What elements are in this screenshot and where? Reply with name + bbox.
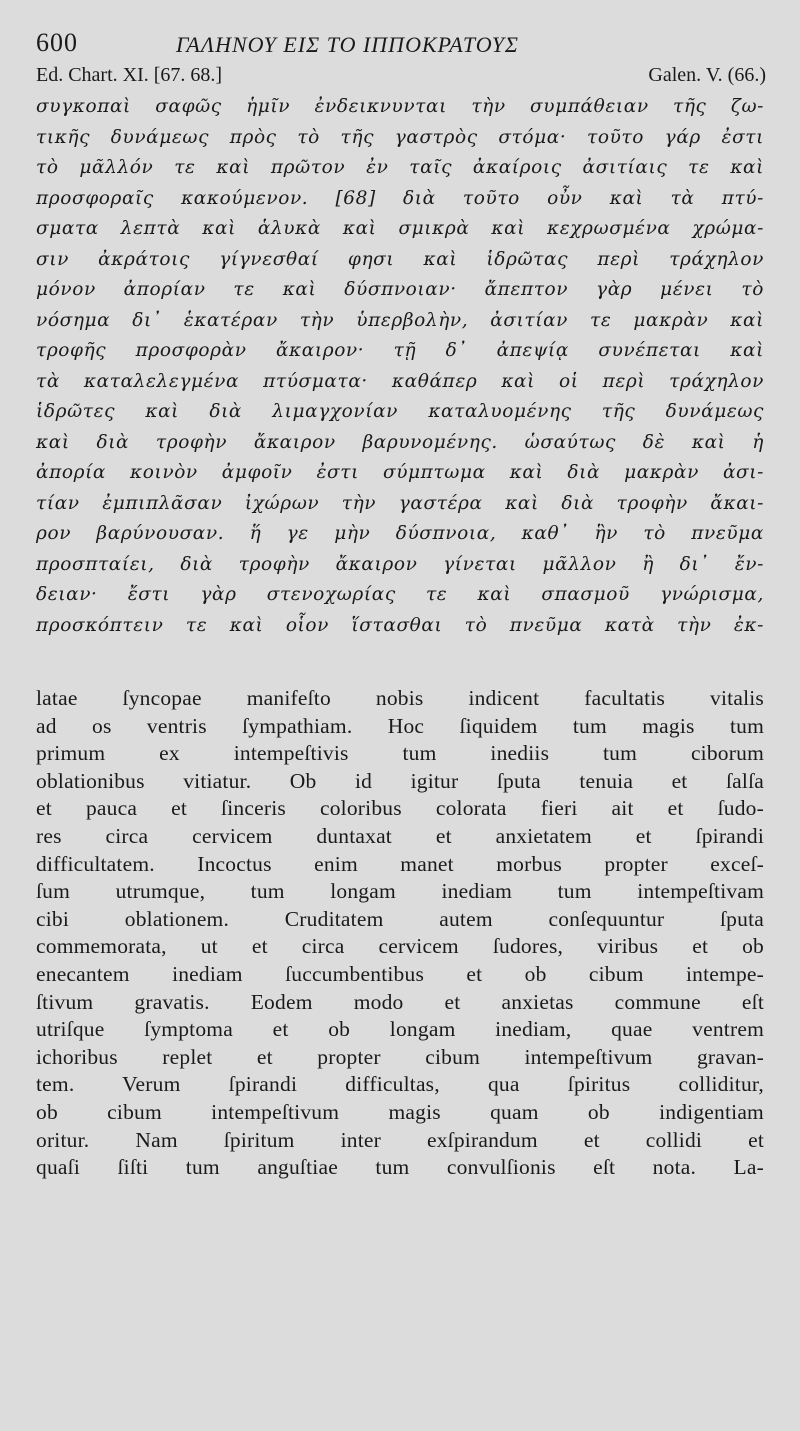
edition-reference-right: Galen. V. (66.) [648, 64, 766, 86]
latin-text-line: oblationibus vitiatur. Ob id igitur ſputa tenuia et ſalſa [36, 768, 764, 793]
latin-text-line: ſum utrumque, tum longam inediam tum intempeſtivam [36, 879, 764, 904]
greek-text-line: δειαν· ἔστι γὰρ στενοχωρίας τε καὶ σπασμοῦ γνώρισμα, [36, 584, 764, 605]
latin-text-line: enecantem inediam ſuccumbentibus et ob cibum intempe- [36, 961, 764, 986]
greek-text-line: ρον βαρύνουσαν. ἥ γε μὴν δύσπνοια, καθ᾽ ἣν τὸ πνεῦμα [36, 523, 764, 544]
latin-text-line: oritur. Nam ſpiritum inter exſpirandum et collidi et [36, 1127, 764, 1152]
latin-text-line: ob cibum intempeſtivum magis quam ob indigentiam [36, 1099, 764, 1124]
latin-text-line: difficultatem. Incoctus enim manet morbus propter exceſ- [36, 851, 764, 876]
greek-text-line: τικῆς δυνάμεως πρὸς τὸ τῆς γαστρὸς στόμα· τοῦτο γάρ ἐστι [36, 126, 764, 148]
running-head [36, 24, 766, 64]
greek-text-line: προσκόπτειν τε καὶ οἷον ἵστασθαι τὸ πνεῦμα κατὰ τὴν ἐκ- [36, 614, 764, 636]
greek-text-line: τὸ μᾶλλόν τε καὶ πρῶτον ἐν ταῖς ἀκαίροις ἀσιτίαις τε καὶ [36, 157, 764, 178]
latin-text-line: utriſque ſymptoma et ob longam inediam, quae ventrem [36, 1017, 764, 1042]
edition-reference-left: Ed. Chart. XI. [67. 68.] [36, 64, 223, 86]
greek-text-line: ἱδρῶτες καὶ διὰ λιμαγχονίαν καταλυομένης τῆς δυνάμεως [36, 401, 764, 422]
latin-text-line: cibi oblationem. Cruditatem autem conſequuntur ſputa [36, 906, 764, 931]
greek-text-line: σιν ἀκράτοις γίγνεσθαί φησι καὶ ἱδρῶτας περὶ τράχηλον [36, 248, 764, 270]
page-number: 600 [36, 28, 78, 57]
greek-text-line: σματα λεπτὰ καὶ ἁλυκὰ καὶ σμικρὰ καὶ κεχρωσμένα χρώμα- [36, 218, 764, 239]
latin-text-line: ſtivum gravatis. Eodem modo et anxietas commune eſt [36, 989, 764, 1014]
latin-text-line: primum ex intempeſtivis tum inediis tum ciborum [36, 741, 764, 766]
latin-text-line: commemorata, ut et circa cervicem ſudores, viribus et ob [36, 934, 764, 959]
latin-text-line: ad os ventris ſympathiam. Hoc ſiquidem tum magis tum [36, 713, 764, 738]
greek-text-block [36, 92, 766, 641]
greek-text-line: τὰ καταλελεγμένα πτύσματα· καθάπερ καὶ οἱ περὶ τράχηλον [36, 370, 764, 392]
greek-text-line: προσπταίει, διὰ τροφὴν ἄκαιρον γίνεται μᾶλλον ἢ δι᾽ ἔν- [36, 553, 764, 575]
page-title: ΓΑΛΗΝΟΥ ΕΙΣ ΤΟ ΙΠΠΟΚΡΑΤΟΥΣ [176, 32, 520, 57]
latin-text-line: quaſi ſiſti tum anguſtiae tum convulſionis eſt nota. La- [36, 1155, 764, 1180]
greek-text-line: συγκοπαὶ σαφῶς ἡμῖν ἐνδεικνυνται τὴν συμπάθειαν τῆς ζω- [36, 96, 764, 117]
latin-text-line: et pauca et ſinceris coloribus colorata fieri ait et ſudo- [36, 796, 764, 821]
greek-text-line: νόσημα δι᾽ ἑκατέραν τὴν ὑπερβολὴν, ἀσιτίαν τε μακρὰν καὶ [36, 309, 764, 331]
latin-text-line: ichoribus replet et propter cibum intempeſtivum gravan- [36, 1044, 764, 1069]
edition-reference-line [36, 64, 766, 92]
latin-text-block [36, 685, 766, 1182]
greek-text-line: μόνον ἀπορίαν τε καὶ δύσπνοιαν· ἄπεπτον γὰρ μένει τὸ [36, 279, 764, 300]
latin-text-line: res circa cervicem duntaxat et anxietatem et ſpirandi [36, 823, 764, 848]
greek-text-line: καὶ διὰ τροφὴν ἄκαιρον βαρυνομένης. ὡσαύτως δὲ καὶ ἡ [36, 431, 764, 453]
greek-text-line: ἀπορία κοινὸν ἀμφοῖν ἐστι σύμπτωμα καὶ διὰ μακρὰν ἀσι- [36, 462, 764, 483]
greek-text-line: τίαν ἐμπιπλᾶσαν ἰχώρων τὴν γαστέρα καὶ διὰ τροφὴν ἄκαι- [36, 492, 764, 514]
greek-text-line: προσφοραῖς κακούμενον. [68] διὰ τοῦτο οὖν καὶ τὰ πτύ- [36, 187, 764, 209]
greek-text-line: τροφῆς προσφορὰν ἄκαιρον· τῇ δ᾽ ἀπεψίᾳ συνέπεται καὶ [36, 340, 764, 361]
latin-text-line: tem. Verum ſpirandi difficultas, qua ſpiritus colliditur, [36, 1072, 764, 1097]
latin-text-line: latae ſyncopae manifeſto nobis indicent facultatis vitalis [36, 686, 764, 710]
